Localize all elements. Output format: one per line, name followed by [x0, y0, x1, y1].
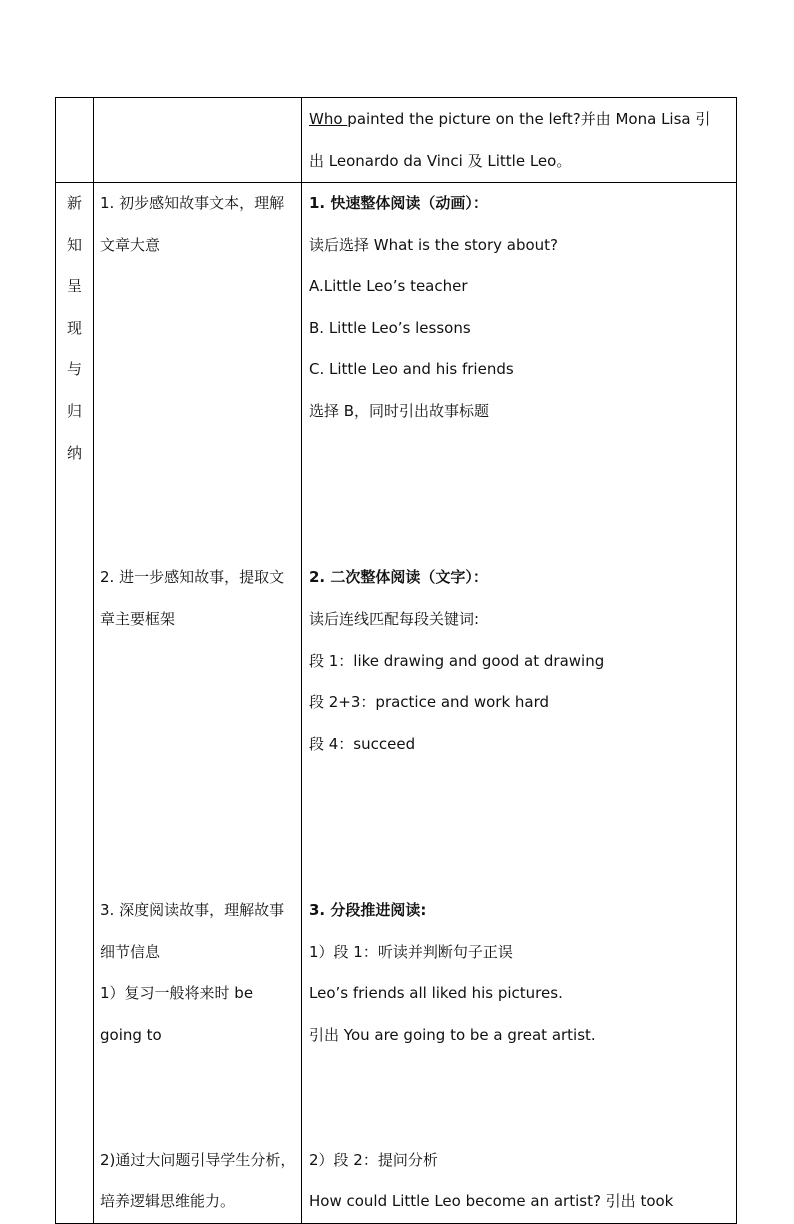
objective-line [94, 765, 301, 807]
objective-line: 2. 进一步感知故事，提取文 [100, 568, 285, 587]
activity-heading: 3. 分段推进阅读: [309, 901, 427, 920]
objective-cell [94, 98, 302, 183]
activity-line [302, 849, 736, 891]
activity-line: 2）段 2：提问分析 [309, 1150, 438, 1169]
objective-line [94, 807, 301, 849]
activity-line: 出 Leonardo da Vinci 及 Little Leo。 [309, 152, 572, 170]
phase-char: 现 [66, 318, 82, 337]
activity-heading: 2. 二次整体阅读（文字）： [309, 568, 488, 587]
objective-line [94, 1056, 301, 1098]
activity-line [302, 516, 736, 558]
activity-line: 读后选择 What is the story about? [309, 235, 559, 254]
activity-line: How could Little Leo become an artist? 引出 took [309, 1192, 674, 1211]
objective-line [94, 516, 301, 558]
activity-line: 段 1：like drawing and good at drawing [309, 651, 605, 670]
objective-line [94, 682, 301, 724]
phase-char: 归 [66, 401, 82, 420]
objective-line [94, 266, 301, 308]
activity-heading: 1. 快速整体阅读（动画）： [309, 194, 488, 212]
lesson-plan-table [55, 97, 737, 1224]
phase-char: 知 [66, 235, 82, 254]
objective-cell [94, 183, 302, 1224]
activity-line [302, 433, 736, 475]
activity-line: 选择 B，同时引出故事标题 [309, 401, 490, 420]
objective-line: 1. 初步感知故事文本，理解 [100, 194, 285, 212]
phase-char: 纳 [66, 443, 82, 462]
objective-line [94, 474, 301, 516]
objective-line: 细节信息 [100, 942, 161, 961]
activity-line [302, 474, 736, 516]
activity-line [302, 1098, 736, 1140]
objective-line: 文章大意 [100, 235, 161, 254]
activity-cell [302, 98, 737, 183]
activity-cell [302, 183, 737, 1224]
activity-line [302, 765, 736, 807]
phase-char: 与 [66, 360, 82, 379]
activity-line: 段 4：succeed [309, 734, 416, 753]
activity-line: 读后连线匹配每段关键词: [309, 609, 480, 628]
objective-line: 2)通过大问题引导学生分析， [100, 1150, 296, 1169]
objective-line [94, 724, 301, 766]
activity-line: A.Little Leo’s teacher [309, 277, 468, 296]
activity-line [302, 1056, 736, 1098]
activity-line: 段 2+3：practice and work hard [309, 693, 550, 712]
underlined-who: Who [309, 110, 348, 128]
objective-line: 3. 深度阅读故事，理解故事 [100, 901, 285, 920]
objective-line [94, 1098, 301, 1140]
objective-line: going to [100, 1025, 162, 1044]
objective-line [94, 641, 301, 683]
activity-line [302, 807, 736, 849]
phase-cell [56, 98, 94, 183]
activity-line: 1）段 1：听读并判断句子正误 [309, 942, 513, 961]
objective-line [94, 391, 301, 433]
activity-line: Leo’s friends all liked his pictures. [309, 984, 563, 1003]
activity-line: C. Little Leo and his friends [309, 360, 514, 379]
objective-line [94, 308, 301, 350]
table-row [56, 183, 737, 1224]
activity-line [302, 98, 736, 140]
objective-line [94, 349, 301, 391]
activity-line: B. Little Leo’s lessons [309, 318, 471, 337]
table-row [56, 98, 737, 183]
activity-text: painted the picture on the left?并由 Mona Lisa 引 [347, 110, 711, 128]
phase-char: 新 [66, 194, 82, 212]
objective-line [94, 849, 301, 891]
objective-line: 培养逻辑思维能力。 [100, 1192, 236, 1211]
objective-line: 1）复习一般将来时 be [100, 984, 254, 1003]
activity-line: 引出 You are going to be a great artist. [309, 1025, 596, 1044]
phase-char: 呈 [66, 277, 82, 296]
phase-cell [56, 183, 94, 1224]
objective-line [94, 433, 301, 475]
objective-line: 章主要框架 [100, 609, 176, 628]
